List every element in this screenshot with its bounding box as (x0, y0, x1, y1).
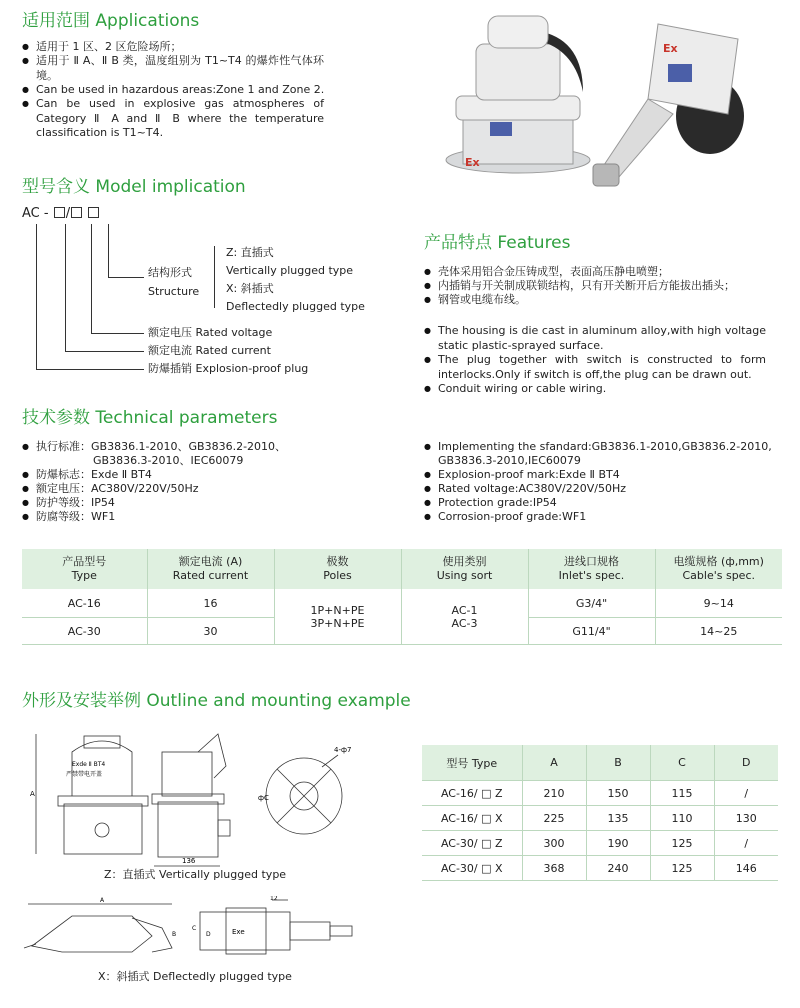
table-cell: 16 (147, 589, 274, 618)
table-cell: AC-30/ □ Z (422, 831, 522, 856)
type-x-cn: X: 斜插式 (226, 282, 274, 295)
list-item: ● Implementing the sfandard:GB3836.1-2010,GB3836.2-2010, GB3836.3-2010,IEC60079 (424, 440, 784, 468)
list-item: ● 防爆标志：Exde Ⅱ BT4 (22, 468, 402, 482)
table-cell: AC-1 AC-3 (401, 589, 528, 645)
list-item: ● 钢管或电缆布线。 (424, 293, 766, 307)
deflected-type-drawing (22, 896, 362, 968)
drawing-label: A (30, 790, 35, 798)
technical-en-list (424, 440, 784, 524)
placeholder-box (71, 207, 82, 218)
deflected-plug-photo (593, 24, 744, 186)
structure-cn: 结构形式 (148, 266, 192, 279)
technical-cn-list (22, 440, 402, 524)
vertical-type-drawing (22, 722, 362, 872)
list-item: ● The housing is die cast in aluminum alloy,with high voltage static plastic-sprayed surface. (424, 324, 766, 353)
drawing-label: 136 (182, 857, 196, 865)
table-cell: AC-16 (22, 589, 147, 618)
table-header: 产品型号 Type (22, 549, 147, 589)
list-item: ● 内插销与开关制成联锁结构，只有开关断开后方能拔出插头； (424, 279, 766, 293)
list-item: ● 适用于 1 区、2 区危险场所； (22, 40, 324, 54)
table-row (422, 856, 778, 881)
table-header-row (422, 745, 778, 781)
list-item: ● Rated voltage:AC380V/220V/50Hz (424, 482, 784, 496)
table-header: 电缆规格 (ф,mm) Cable's spec. (655, 549, 782, 589)
table-row (22, 589, 782, 618)
table-header: C (650, 745, 714, 781)
list-item: ● Conduit wiring or cable wiring. (424, 382, 766, 396)
drawing-label: 严禁带电开盖 (66, 771, 103, 778)
drawing-label: D (206, 931, 211, 938)
svg-text:Ex: Ex (663, 42, 678, 55)
model-code-sep: / (65, 206, 71, 221)
table-cell: 135 (586, 806, 650, 831)
table-cell: 30 (147, 618, 274, 645)
vertical-plug-photo (446, 16, 590, 173)
drawing-label: Exde Ⅱ BT4 (72, 761, 106, 768)
table-header: 使用类别 Using sort (401, 549, 528, 589)
table-header: A (522, 745, 586, 781)
drawing-label: 4-ф7 (334, 746, 352, 754)
table-cell: 110 (650, 806, 714, 831)
table-cell: 1P+N+PE 3P+N+PE (274, 589, 401, 645)
table-cell: 210 (522, 781, 586, 806)
table-row (422, 806, 778, 831)
structure-en: Structure (148, 285, 200, 298)
drawing-label: 12 (270, 896, 278, 902)
table-header: 极数 Poles (274, 549, 401, 589)
spec-table (22, 549, 782, 645)
drawing-label: Exe (232, 928, 245, 936)
placeholder-box (54, 207, 65, 218)
table-header: 型号 Type (422, 745, 522, 781)
features-en-list (424, 324, 766, 396)
model-title: 型号含义 Model implication (22, 177, 246, 197)
caption-vertical: Z：直插式 Vertically plugged type (104, 868, 287, 881)
drawing-label: B (172, 931, 177, 938)
dimension-table (422, 745, 778, 881)
list-item: ● 壳体采用铝合金压铸成型，表面高压静电喷塑； (424, 265, 766, 279)
plug-label: 防爆插销 Explosion-proof plug (148, 362, 309, 375)
table-cell: 150 (586, 781, 650, 806)
table-cell: AC-16/ □ Z (422, 781, 522, 806)
table-cell: 368 (522, 856, 586, 881)
table-cell: AC-30 (22, 618, 147, 645)
list-item: ● Protection grade:IP54 (424, 496, 784, 510)
type-z-en: Vertically plugged type (226, 264, 354, 277)
applications-list (22, 40, 324, 141)
list-item: ● Corrosion-proof grade:WF1 (424, 510, 784, 524)
table-cell: 225 (522, 806, 586, 831)
table-cell: / (714, 781, 778, 806)
table-cell: 9~14 (655, 589, 782, 618)
table-cell: 130 (714, 806, 778, 831)
list-item: ● The plug together with switch is constructed to form interlocks.Only if switch is off,the plug can be drawn out. (424, 353, 766, 382)
list-item: ● 防护等级：IP54 (22, 496, 402, 510)
type-z-cn: Z: 直插式 (226, 246, 274, 259)
list-item: ● Can be used in explosive gas atmospheres of Category Ⅱ A and Ⅱ B where the temperature classification is T1~T4. (22, 97, 324, 141)
table-cell: / (714, 831, 778, 856)
applications-title: 适用范围 Applications (22, 11, 200, 31)
type-x-en: Deflectedly plugged type (226, 300, 365, 313)
ex-mark: Ex (465, 156, 480, 169)
table-header: 额定电流 (A) Rated current (147, 549, 274, 589)
features-cn-list (424, 265, 766, 307)
table-cell: 240 (586, 856, 650, 881)
table-cell: 300 (522, 831, 586, 856)
table-row (422, 781, 778, 806)
table-cell: G11/4" (528, 618, 655, 645)
features-title: 产品特点 Features (424, 233, 571, 253)
table-cell: 14~25 (655, 618, 782, 645)
list-item: ● Explosion-proof mark:Exde Ⅱ BT4 (424, 468, 784, 482)
outline-title: 外形及安装举例 Outline and mounting example (22, 691, 411, 711)
model-code-prefix: AC - (22, 206, 49, 221)
caption-deflected: X：斜插式 Deflectedly plugged type (98, 970, 292, 983)
rated-current-label: 额定电流 Rated current (148, 344, 271, 357)
table-cell: 146 (714, 856, 778, 881)
table-cell: G3/4" (528, 589, 655, 618)
rated-voltage-label: 额定电压 Rated voltage (148, 326, 273, 339)
placeholder-box (88, 207, 99, 218)
list-item: ● 执行标准：GB3836.1-2010、GB3836.2-2010、 GB3836.3-2010、IEC60079 (22, 440, 402, 468)
list-item: ● 额定电压：AC380V/220V/50Hz (22, 482, 402, 496)
table-header: D (714, 745, 778, 781)
model-code (22, 206, 100, 221)
table-header: B (586, 745, 650, 781)
list-item: ● 适用于 Ⅱ A、Ⅱ B 类，温度组别为 T1~T4 的爆炸性气体环境。 (22, 54, 324, 83)
drawing-label: C (192, 925, 197, 932)
table-cell: 115 (650, 781, 714, 806)
table-cell: 190 (586, 831, 650, 856)
product-photo (418, 4, 798, 194)
table-header-row (22, 549, 782, 589)
technical-title: 技术参数 Technical parameters (22, 408, 278, 428)
table-cell: AC-30/ □ X (422, 856, 522, 881)
table-row (422, 831, 778, 856)
table-cell: 125 (650, 856, 714, 881)
table-cell: AC-16/ □ X (422, 806, 522, 831)
list-item: ● Can be used in hazardous areas:Zone 1 and Zone 2. (22, 83, 324, 97)
drawing-label: A (100, 897, 105, 904)
drawing-label: фC (258, 794, 269, 802)
list-item: ● 防腐等级：WF1 (22, 510, 402, 524)
table-header: 进线口规格 Inlet's spec. (528, 549, 655, 589)
table-cell: 125 (650, 831, 714, 856)
